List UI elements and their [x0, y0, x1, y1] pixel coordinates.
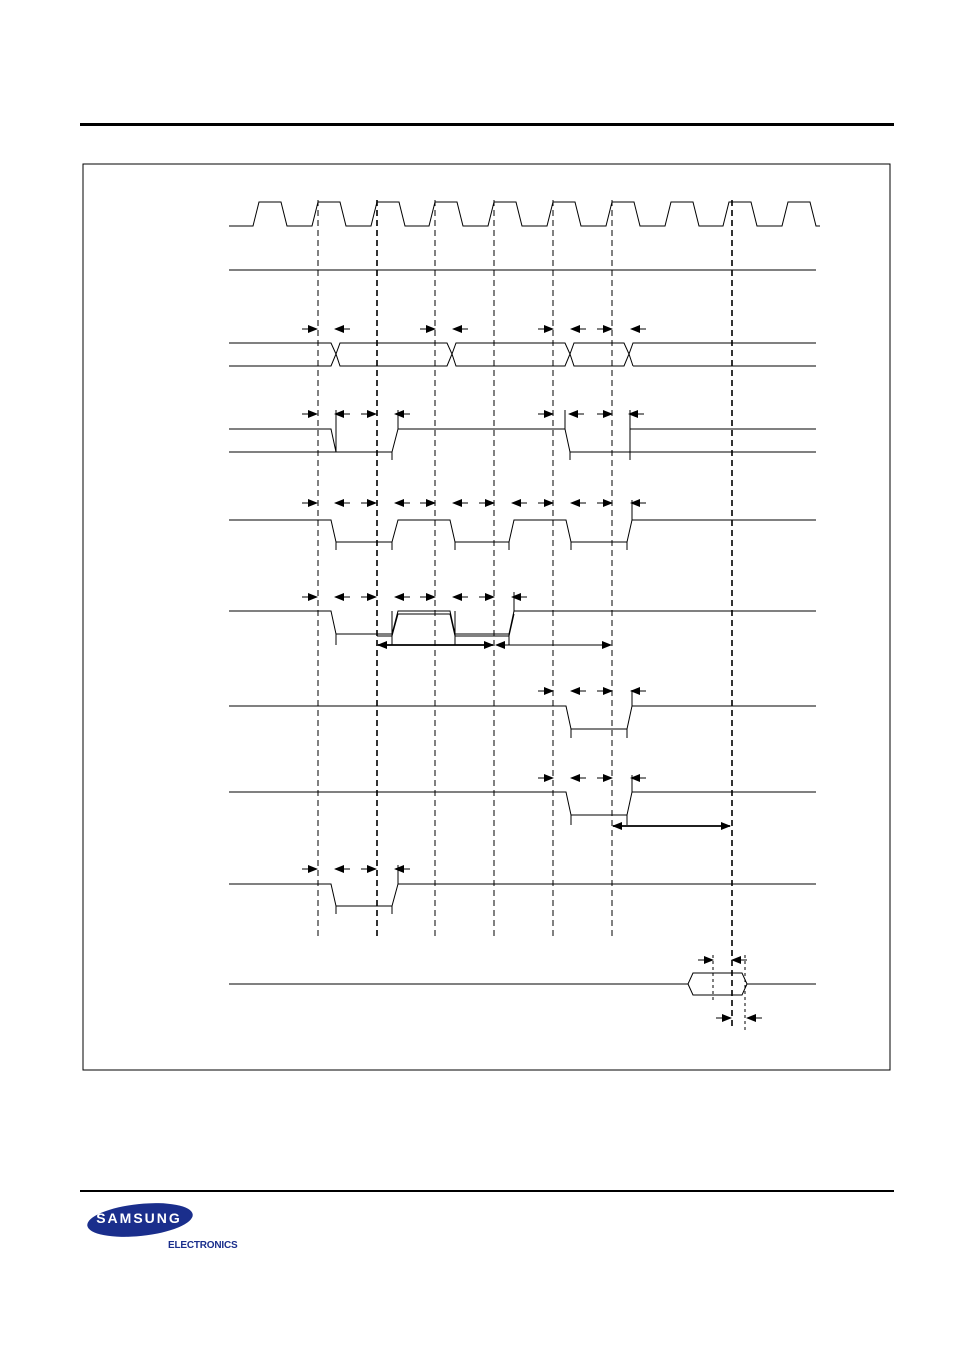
brand-name: SAMSUNG [96, 1210, 182, 1226]
signal-6-overlap [377, 614, 514, 636]
timing-arrows [302, 329, 762, 1018]
signal-9-waveform [229, 865, 816, 914]
signal-7-waveform [229, 690, 816, 738]
signal-4-waveform [229, 410, 816, 460]
signal-3-waveform [229, 343, 816, 366]
signal-6-waveform [229, 592, 816, 645]
footer-rule [80, 1190, 894, 1192]
signal-5-waveform [229, 500, 816, 550]
signal-8-waveform [229, 775, 816, 825]
signal-10-waveform [229, 973, 816, 995]
diagram-frame [83, 164, 890, 1070]
samsung-logo [86, 1200, 246, 1260]
brand-division: ELECTRONICS [168, 1240, 238, 1251]
